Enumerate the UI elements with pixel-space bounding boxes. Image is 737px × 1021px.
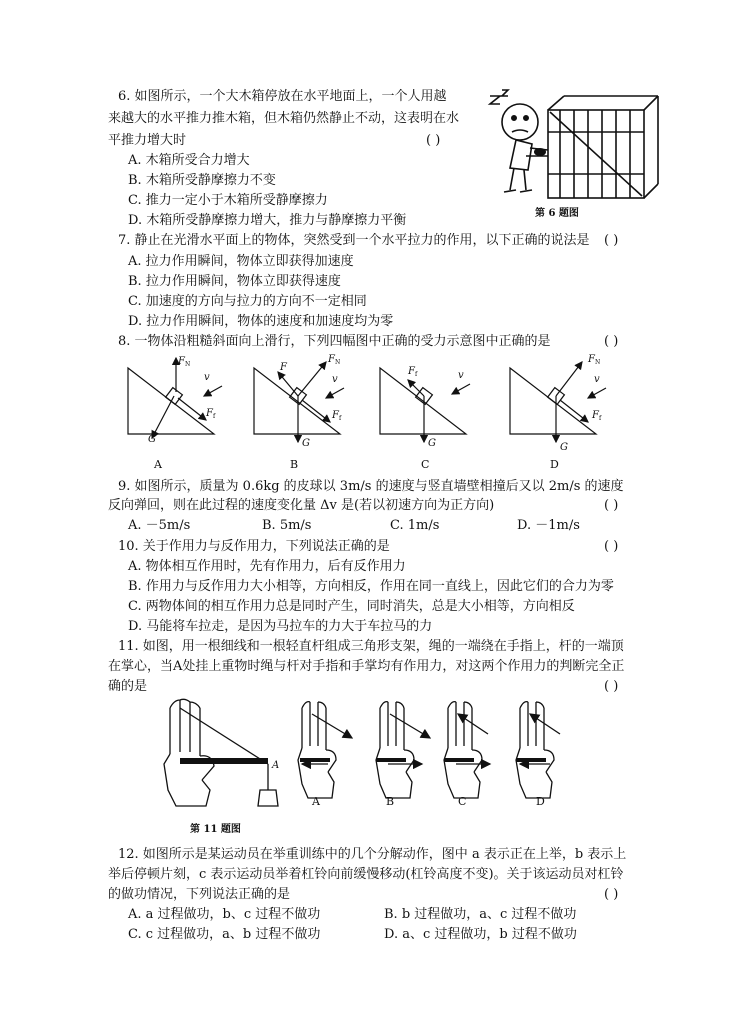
q8-a-ff-label: F bbox=[206, 408, 213, 419]
q8-label-c: C bbox=[421, 458, 430, 471]
q8-a-g-label: G bbox=[148, 434, 156, 445]
q8-b-g-label: G bbox=[302, 438, 310, 449]
q11-figure-caption: 第 11 题图 bbox=[190, 824, 241, 835]
q8-a-fn-label: F bbox=[178, 356, 185, 367]
q8-b-fn-label: F bbox=[328, 354, 335, 365]
q7-option-a: A. 拉力作用瞬间，物体立即获得加速度 bbox=[128, 254, 354, 269]
q8-a-v-label: v bbox=[204, 372, 210, 383]
q11-label-b: B bbox=[386, 795, 395, 808]
q9-line1: 9. 如图所示，质量为 0.6kg 的皮球以 3m/s 的速度与竖直墙壁相撞后又以 2m/s 的速度 bbox=[118, 479, 624, 494]
q11-main-hand-icon bbox=[164, 699, 214, 806]
q12-answer-paren: ( ) bbox=[604, 887, 619, 902]
q10-option-a: A. 物体相互作用时，先有作用力，后有反作用力 bbox=[128, 559, 406, 574]
q8-d-v-label: v bbox=[594, 374, 600, 385]
q8-b-fn-sub: N bbox=[335, 359, 341, 366]
q8-d-fn-sub: N bbox=[595, 359, 601, 366]
q8-a-fn-sub: N bbox=[185, 361, 191, 368]
q8-stem: 8. 一物体沿粗糙斜面向上滑行，下列四幅图中正确的受力示意图中正确的是 bbox=[118, 334, 551, 349]
q11-hand-c-icon bbox=[444, 702, 482, 798]
q11-line2: 在掌心，当A处挂上重物时绳与杆对手指和手掌均有作用力，对这两个作用力的判断完全正 bbox=[108, 659, 625, 674]
q12-option-b: B. b 过程做功，a、c 过程不做功 bbox=[384, 907, 577, 922]
q6-answer-paren: ( ) bbox=[426, 133, 441, 148]
q8-diagram-a bbox=[128, 358, 222, 438]
q6-option-b: B. 木箱所受静摩擦力不变 bbox=[128, 173, 276, 188]
q6-figure bbox=[480, 88, 660, 210]
q8-d-fn-label: F bbox=[588, 354, 595, 365]
q8-c-v-label: v bbox=[458, 370, 464, 381]
person-head-icon bbox=[502, 104, 538, 140]
q7-stem: 7. 静止在光滑水平面上的物体，突然受到一个水平拉力的作用，以下正确的说法是 bbox=[118, 233, 590, 248]
q11-hand-b-icon bbox=[376, 702, 414, 798]
q6-line1: 6. 如图所示，一个大木箱停放在水平地面上，一个人用越 bbox=[118, 89, 447, 104]
q8-b-v-label: v bbox=[332, 374, 338, 385]
q9-option-a: A. －5m/s bbox=[128, 518, 191, 533]
q11-answer-paren: ( ) bbox=[604, 679, 619, 694]
q6-line3: 平推力增大时 bbox=[108, 133, 187, 148]
q7-answer-paren: ( ) bbox=[604, 233, 619, 248]
q8-answer-paren: ( ) bbox=[604, 334, 619, 349]
q12-line3: 的做功情况，下列说法正确的是 bbox=[108, 887, 291, 902]
q8-d-ff-sub: f bbox=[599, 415, 602, 422]
q9-option-b: B. 5m/s bbox=[262, 518, 312, 533]
q11-line1: 11. 如图，用一根细线和一根轻直杆组成三角形支架，绳的一端绕在手指上，杆的一端顶 bbox=[118, 639, 624, 654]
q6-line2: 来越大的水平推力推木箱，但木箱仍然静止不动，这表明在水 bbox=[108, 111, 460, 126]
q8-diagram-b bbox=[254, 362, 344, 442]
q8-diagram-d bbox=[510, 362, 606, 442]
q8-c-g-label: G bbox=[428, 438, 436, 449]
q8-label-d: D bbox=[550, 458, 559, 471]
rod-icon bbox=[180, 758, 268, 764]
q8-b-f-label: F bbox=[280, 362, 287, 373]
q11-line3: 确的是 bbox=[108, 679, 148, 694]
q8-a-ff-sub: f bbox=[213, 413, 216, 420]
q6-option-a: A. 木箱所受合力增大 bbox=[128, 153, 250, 168]
q9-line2: 反向弹回，则在此过程的速度变化量 Δv 是(若以初速方向为正方向) bbox=[108, 498, 495, 513]
q11-point-a-label: A bbox=[272, 760, 280, 771]
q11-hand-a-icon bbox=[298, 702, 336, 798]
q6-option-d: D. 木箱所受静摩擦力增大，推力与静摩擦力平衡 bbox=[128, 213, 407, 228]
q8-b-ff-label: F bbox=[332, 410, 339, 421]
q8-c-ff-label: F bbox=[408, 366, 415, 377]
q12-line1: 12. 如图所示是某运动员在举重训练中的几个分解动作，图中 a 表示正在上举，b 表示上 bbox=[118, 847, 627, 862]
q7-option-b: B. 拉力作用瞬间，物体立即获得速度 bbox=[128, 274, 341, 289]
q8-label-b: B bbox=[290, 458, 299, 471]
q8-c-ff-sub: f bbox=[415, 371, 418, 378]
q8-d-g-label: G bbox=[560, 442, 568, 453]
q11-figure bbox=[152, 694, 572, 814]
q9-option-d: D. －1m/s bbox=[517, 518, 580, 533]
q6-option-c: C. 推力一定小于木箱所受静摩擦力 bbox=[128, 193, 328, 208]
q8-diagram-c bbox=[380, 368, 470, 442]
q8-b-ff-sub: f bbox=[339, 415, 342, 422]
q9-answer-paren: ( ) bbox=[604, 498, 619, 513]
weight-icon bbox=[258, 790, 278, 806]
q10-option-b: B. 作用力与反作用力大小相等，方向相反，作用在同一直线上，因此它们的合力为零 bbox=[128, 579, 614, 594]
q10-answer-paren: ( ) bbox=[604, 539, 619, 554]
q11-label-a: A bbox=[312, 795, 320, 808]
q12-option-c: C. c 过程做功，a、b 过程不做功 bbox=[128, 927, 321, 942]
q10-stem: 10. 关于作用力与反作用力，下列说法正确的是 bbox=[118, 539, 390, 554]
q6-figure-caption: 第 6 题图 bbox=[535, 208, 579, 219]
q7-option-c: C. 加速度的方向与拉力的方向不一定相同 bbox=[128, 294, 367, 309]
q10-option-c: C. 两物体间的相互作用力总是同时产生，同时消失，总是大小相等，方向相反 bbox=[128, 599, 575, 614]
q11-label-c: C bbox=[458, 795, 467, 808]
q12-option-a: A. a 过程做功，b、c 过程不做功 bbox=[128, 907, 321, 922]
q12-line2: 举后停顿片刻，c 表示运动员举着杠铃向前缓慢移动(杠铃高度不变)。关于该运动员对杠铃 bbox=[108, 867, 624, 882]
q8-d-ff-label: F bbox=[592, 410, 599, 421]
q8-label-a: A bbox=[154, 458, 162, 471]
q9-option-c: C. 1m/s bbox=[390, 518, 440, 533]
q7-option-d: D. 拉力作用瞬间，物体的速度和加速度均为零 bbox=[128, 314, 394, 329]
q12-option-d: D. a、c 过程做功，b 过程不做功 bbox=[384, 927, 577, 942]
q10-option-d: D. 马能将车拉走，是因为马拉车的力大于车拉马的力 bbox=[128, 619, 433, 634]
q11-label-d: D bbox=[536, 795, 545, 808]
q11-hand-d-icon bbox=[516, 702, 554, 798]
q8-force-diagrams bbox=[118, 350, 618, 460]
